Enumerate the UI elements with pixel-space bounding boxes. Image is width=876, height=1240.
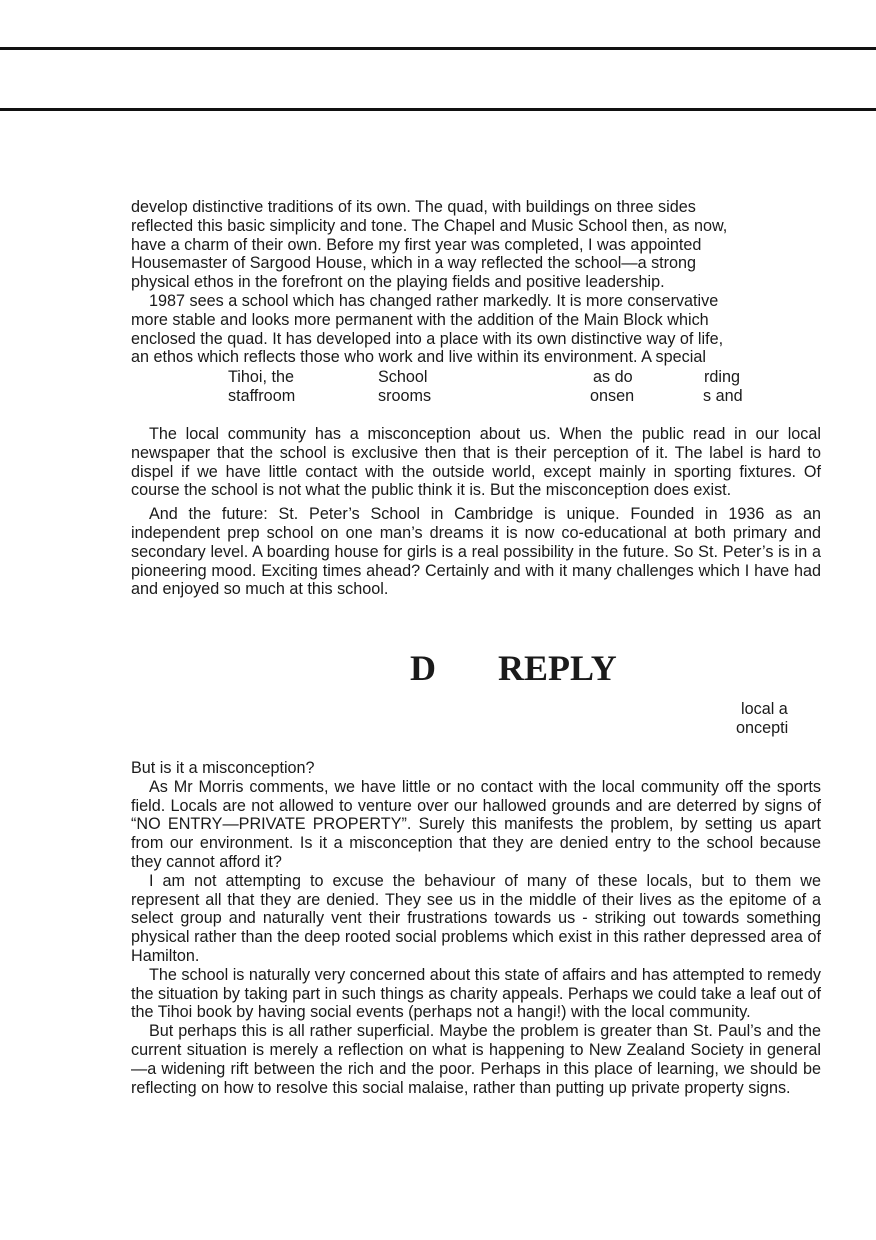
top-rule bbox=[0, 47, 876, 50]
fragment-text: s and bbox=[703, 387, 743, 405]
text-line: have a charm of their own. Before my first year was completed, I was appointed bbox=[131, 235, 702, 254]
fragment-text: onsen bbox=[590, 387, 635, 405]
fragment-text: staffroom bbox=[228, 387, 296, 405]
text-line: Housemaster of Sargood House, which in a way reflected the school—a strong bbox=[131, 254, 697, 273]
text-line: 1987 sees a school which has changed rather markedly. It is more conservative bbox=[149, 291, 719, 310]
text-line: an ethos which reflects those who work and live within its environment. A special bbox=[131, 348, 706, 367]
fragment-text: Tihoi, the bbox=[228, 368, 294, 386]
section2-text bbox=[131, 425, 821, 599]
paragraph: The school is naturally very concerned about this state of affairs and has attempted to remedy the situation by taking part in such things as charity appeals. Perhaps we could take a leaf out of the Tihoi book by having social events (perhaps not a hangi!) with the local community. bbox=[131, 965, 821, 1022]
paragraph: As Mr Morris comments, we have little or no contact with the local community off the sports field. Locals are not allowed to venture over our hallowed grounds and are deterred by signs of “NO ENTRY—PRIVATE PROPERTY”. Surely this manifests the problem, by setting us apart from our environment. Is it a misconception that they are denied entry to the school because they cannot afford it? bbox=[131, 777, 821, 871]
section3-text bbox=[131, 759, 821, 1097]
fragment-text: School bbox=[378, 368, 428, 386]
fragment-text: rding bbox=[704, 368, 740, 386]
heading-word: REPLY bbox=[498, 648, 617, 688]
paragraph: But perhaps this is all rather superficial. Maybe the problem is greater than St. Paul’s and the current situation is merely a reflection on what is happening to New Zealand Society in general—a widening rift between the rich and the poor. Perhaps in this place of learning, we should be reflecting on how to resolve this social malaise, rather than putting up private property signs. bbox=[131, 1022, 821, 1097]
second-rule bbox=[0, 108, 876, 111]
paragraph: And the future: St. Peter’s School in Cambridge is unique. Founded in 1936 as an independent prep school on one man’s dreams it is now co-educational at both primary and secondary level. A boarding house for girls is a real possibility in the future. So St. Peter’s is in a pioneering mood. Exciting times ahead? Certainly and with it many challenges which I have had and enjoyed so much at this school. bbox=[131, 505, 821, 599]
paragraph: The local community has a misconception about us. When the public read in our local newspaper that the school is exclusive then that is their perception of it. The label is hard to dispel if we have little contact with the outside world, except mainly in sporting fixtures. Of course the school is not what the public think it is. But the misconception does exist. bbox=[131, 425, 821, 500]
text-line: enclosed the quad. It has developed into a place with its own distinctive way of life, bbox=[131, 329, 724, 348]
heading-fragment: D bbox=[410, 648, 436, 688]
paragraph: But is it a misconception? bbox=[131, 759, 315, 777]
text-line: physical ethos in the forefront on the playing fields and positive leadership. bbox=[131, 273, 665, 292]
text-line: more stable and looks more permanent with the addition of the Main Block which bbox=[131, 310, 709, 329]
fragment-text: as do bbox=[593, 368, 633, 386]
text-line: reflected this basic simplicity and tone. The Chapel and Music School then, as now, bbox=[131, 216, 728, 235]
reply-heading bbox=[410, 648, 617, 688]
side-fragment: oncepti bbox=[736, 719, 789, 737]
side-fragment: local a bbox=[741, 700, 788, 718]
fragment-text: srooms bbox=[378, 387, 432, 405]
text-line: develop distinctive traditions of its own. The quad, with buildings on three sides bbox=[131, 198, 696, 216]
paragraph: I am not attempting to excuse the behaviour of many of these locals, but to them we represent all that they are denied. They see us in the middle of their lives as the epitome of a select group and naturally vent their frustrations towards us - striking out towards something physical rather than the deep rooted social problems which exist in this rather depressed area of Hamilton. bbox=[131, 871, 821, 965]
section1-text bbox=[131, 198, 821, 367]
